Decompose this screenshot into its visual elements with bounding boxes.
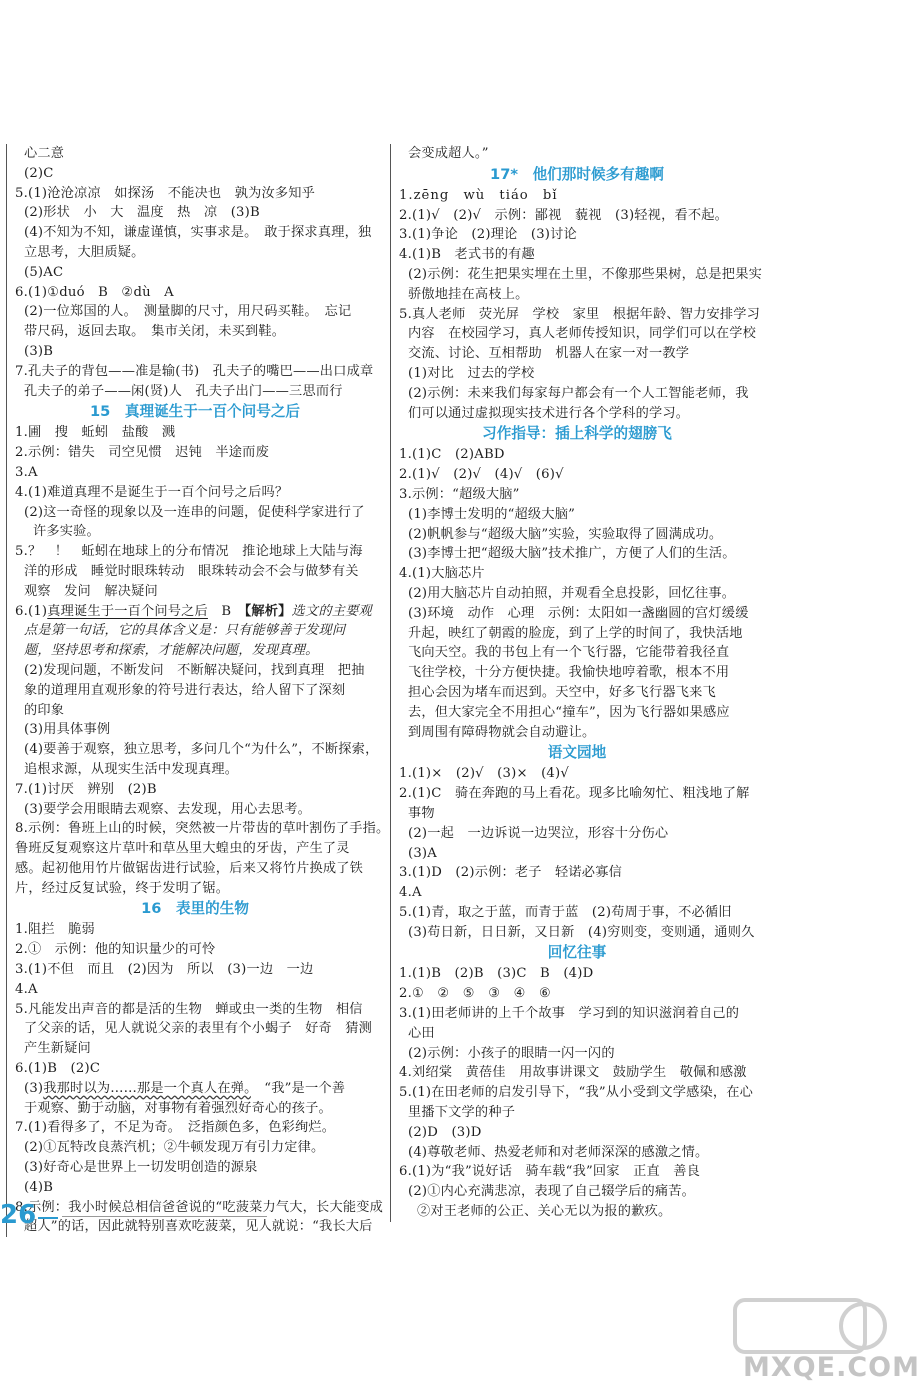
answer-line: 2.① 示例：他的知识量少的可怜 — [15, 942, 216, 958]
answer-line: 鲁班反复观察这片草叶和草丛里大蝗虫的牙齿，产生了灵 — [15, 841, 350, 857]
page-number-dash — [38, 1217, 58, 1219]
answer-line: 5.？ ！ 蚯蚓在地球上的分布情况 推论地球上大陆与海 — [15, 544, 363, 560]
answer-line: 交流、讨论、互相帮助 机器人在家一对一教学 — [408, 346, 690, 362]
answer-line-6-3 — [7, 1079, 383, 1099]
footer-divider — [62, 1216, 267, 1217]
answer-line: 3.示例：“超级大脑” — [399, 486, 520, 502]
answer-line: (2)C — [24, 165, 54, 181]
answer-line: 飞往学校，十分方便快捷。我愉快地哼着歌，根本不用 — [408, 665, 730, 681]
answer-line: 片，经过反复试验，终于发明了锯。 — [15, 880, 230, 896]
answer-line: 4.(1)B 老式书的有趣 — [399, 247, 535, 263]
answer-line: 5.(1)青，取之于蓝，而青于蓝 (2)苟周于事，不必循旧 — [399, 904, 732, 920]
answer-line: (2)①内心充满悲凉，表现了自己辍学后的痛苦。 — [408, 1184, 696, 1200]
answer-line: 到周围有障碍物就会自动避让。 — [408, 724, 596, 740]
answer-line: 7.(1)讨厌 辨别 (2)B — [15, 781, 157, 797]
answer-line: 3.A — [15, 464, 38, 480]
answer-line: 1.(1)B (2)B (3)C B (4)D — [399, 966, 594, 982]
answer-line: 超人”的话，因此就特别喜欢吃菠菜，见人就说：“我长大后 — [24, 1219, 373, 1235]
wavy-underlined-answer: 我那时以为……那是一个真人在弹。 — [43, 1080, 251, 1096]
answer-line: 追根求源，从现实生活中发现真理。 — [24, 761, 239, 777]
item-number: 6.(1) — [15, 603, 48, 619]
answer-text: “我”是一个善 — [264, 1080, 346, 1096]
answer-line: (3)环境 动作 心理 示例：太阳如一盏幽圆的宫灯缓缓 — [408, 605, 749, 621]
answer-line: 3.(1)争论 (2)理论 (3)讨论 — [399, 227, 577, 243]
answer-line: 8.示例：鲁班上山的时候，突然被一片带齿的草叶割伤了手指。 — [15, 821, 390, 837]
answer-line: 立思考，大胆质疑。 — [24, 244, 145, 260]
answer-line: (2)示例：小孩子的眼睛一闪一闪的 — [408, 1045, 615, 1061]
answer-line: (2)D (3)D — [408, 1124, 482, 1140]
answer-line: (3)用具体事例 — [24, 722, 111, 738]
answer-line: (4)尊敬老师、热爱老师和对老师深深的感激之情。 — [408, 1144, 709, 1160]
answer-line: (2)这一奇怪的现象以及一连串的问题，促使科学家进行了 — [24, 504, 365, 520]
answer-line: 题，坚持思考和探索，才能解决问题，发现真理。 — [24, 643, 319, 659]
answer-line: (2)一位郑国的人。 测量脚的尺寸，用尺码买鞋。 忘记 — [24, 304, 352, 320]
answer-line: (2)示例：未来我们每家每户都会有一个人工智能老师，我 — [408, 385, 749, 401]
underlined-answer: 真理诞生于一百个问号之后 — [47, 603, 208, 619]
answer-line: 7.(1)看得多了，不足为奇。 泛指颜色多，色彩绚烂。 — [15, 1120, 336, 1136]
answer-line: 3.(1)D (2)示例：老子 轻诺必寡信 — [399, 865, 622, 881]
answer-line: (2)帆帆参与“超级大脑”实验，实验取得了圆满成功。 — [408, 526, 723, 542]
item-number: (3) — [24, 1080, 44, 1096]
answer-line: 4.(1)大脑芯片 — [399, 566, 485, 582]
answer-line: 5.凡能发出声音的都是活的生物 蝉或虫一类的生物 相信 — [15, 1001, 363, 1017]
answer-line: 1.阻拦 脆弱 — [15, 922, 95, 938]
answer-line: 担心会因为堵车而迟到。天空中，好多飞行器飞来飞 — [408, 684, 716, 700]
answer-line: 带尺码，返回去取。 集市关闭，未买到鞋。 — [24, 324, 286, 340]
answer-line: 4.(1)难道真理不是诞生于一百个问号之后吗？ — [15, 484, 289, 500]
answer-line: (2)发现问题，不断发问 不断解决疑问，找到真理 把抽 — [24, 662, 365, 678]
answer-line: 事物 — [408, 805, 435, 821]
answer-line: 4.刘绍棠 黄蓓佳 用故事讲课文 鼓励学生 敬佩和感激 — [399, 1065, 747, 1081]
answer-line: (3)B — [24, 343, 54, 359]
answer-line: 4.A — [399, 885, 422, 901]
answer-line: 骄傲地挂在高枝上。 — [408, 286, 529, 302]
answer-line: (1)李博士发明的“超级大脑” — [408, 506, 576, 522]
answer-line: 5.(1)在田老师的启发引导下，“我”从小受到文学感染，在心 — [399, 1085, 754, 1101]
answer-line: 飞向天空。我的书包上有一个飞行器，它能带着我径直 — [408, 645, 730, 661]
answer-line: 3.(1)不但 而且 (2)因为 所以 (3)一边 一边 — [15, 962, 314, 978]
answer-line: 7.孔夫子的背包——准是输(书) 孔夫子的嘴巴——出口成章 — [15, 363, 374, 379]
answer-line: 点是第一句话，它的具体含义是：只有能够善于发现问 — [24, 623, 346, 639]
answer-line: 8.示例：我小时候总相信爸爸说的“吃菠菜力气大，长大能变成 — [15, 1199, 383, 1215]
answer-line: (4)B — [24, 1179, 54, 1195]
answer-line: 6.(1)①duó B ②dù A — [15, 284, 174, 300]
answer-line: (3)苟日新，日日新，又日新 (4)穷则变，变则通，通则久 — [408, 924, 755, 940]
answer-line: (2)示例：花生把果实埋在土里，不像那些果树，总是把果实 — [408, 266, 762, 282]
answer-line: ②对王老师的公正、关心无以为报的歉疚。 — [417, 1204, 672, 1220]
answer-line: 1.圃 搜 蚯蚓 盐酸 溅 — [15, 425, 176, 441]
analysis-label: 【解析】 — [244, 603, 292, 619]
answer-line: (4)要善于观察，独立思考，多问几个“为什么”，不断探索， — [24, 742, 379, 758]
section-heading: 语文园地 — [547, 744, 607, 762]
answer-line: (3)要学会用眼睛去观察、去发现，用心去思考。 — [24, 801, 312, 817]
answer-line: (2)①瓦特改良蒸汽机；②牛顿发现万有引力定律。 — [24, 1140, 325, 1156]
answer-line: 5.(1)沧沧凉凉 如探汤 不能决也 孰为汝多知乎 — [15, 185, 316, 201]
answer-line: 感。起初他用竹片做锯齿进行试验，后来又将竹片换成了铁 — [15, 860, 364, 876]
answer-line: 象的道理用直观形象的符号进行表达，给人留下了深刻 — [24, 682, 346, 698]
answer-line: 心二意 — [24, 146, 65, 161]
answer-line: 2.(1)C 骑在奔跑的马上看花。现多比喻匆忙、粗浅地了解 — [399, 786, 750, 802]
section-heading: 习作指导：插上科学的翅膀飞 — [482, 425, 672, 443]
answer-line: (5)AC — [24, 264, 64, 280]
answer-line: 2.① ② ⑤ ③ ④ ⑥ — [399, 986, 552, 1002]
answer-line: 1.(1)× (2)√ (3)× (4)√ — [399, 766, 569, 782]
answer-line: 产生新疑问 — [24, 1041, 91, 1057]
right-column — [390, 144, 763, 1222]
section-heading: 16 表里的生物 — [141, 900, 249, 918]
answer-line: (1)对比 过去的学校 — [408, 365, 535, 381]
answer-line: (3)好奇心是世界上一切发明创造的源泉 — [24, 1160, 258, 1176]
analysis-text: 选文的主要观 — [291, 603, 372, 619]
watermark-text: MXQE.COM — [743, 1352, 920, 1383]
answer-line: 内容 在校园学习，真人老师传授知识，同学们可以在学校 — [408, 326, 757, 342]
answer-line: 3.(1)田老师讲的上千个故事 学习到的知识滋润着自己的 — [399, 1006, 740, 1022]
section-heading: 回忆往事 — [547, 944, 607, 962]
answer-line: 了父亲的话，见人就说父亲的表里有个小蝎子 好奇 猜测 — [24, 1021, 373, 1037]
answer-line: 于观察、勤于动脑，对事物有着强烈好奇心的孩子。 — [24, 1100, 332, 1116]
choice: B — [221, 603, 245, 619]
answer-line: 孔夫子的弟子——闲(贤)人 孔夫子出门——三思而行 — [24, 383, 343, 399]
answer-line: (2)形状 小 大 温度 热 凉 (3)B — [24, 205, 260, 221]
answer-line: 许多实验。 — [33, 524, 100, 540]
answer-line: 洋的形成 睡觉时眼珠转动 眼珠转动会不会与做梦有关 — [24, 563, 359, 579]
answer-line: 升起，映红了朝霞的脸庞，到了上学的时间了，我快活地 — [408, 625, 743, 641]
answer-line: 2.(1)√ (2)√ (4)√ (6)√ — [399, 467, 564, 483]
section-heading: 15 真理诞生于一百个问号之后 — [89, 403, 301, 421]
answer-line: 6.(1)为“我”说好话 骑车载“我”回家 正直 善良 — [399, 1164, 701, 1180]
answer-line: 观察 发问 解决疑问 — [24, 583, 158, 599]
answer-line: 会变成超人。” — [408, 146, 489, 161]
left-column — [6, 144, 390, 1237]
page-number: 26 — [0, 1200, 37, 1230]
answer-line: 的印象 — [24, 702, 65, 718]
answer-line: (4)不知为不知，谦虚谨慎，实事求是。 敢于探求真理，独 — [24, 225, 372, 241]
answer-line: (3)A — [408, 845, 438, 861]
answer-line: (2)用大脑芯片自动拍照，并观看全息投影，回忆往事。 — [408, 585, 736, 601]
answer-line: 里播下文学的种子 — [408, 1105, 516, 1121]
answer-line: 5.真人老师 荧光屏 学校 家里 根据年龄、智力安排学习 — [399, 306, 761, 322]
answer-line: 去，但大家完全不用担心“撞车”，因为飞行器如果感应 — [408, 704, 730, 720]
section-heading: 17* 他们那时候多有趣啊 — [490, 165, 664, 183]
answer-line-6-1 — [7, 602, 383, 622]
answer-line: 心田 — [408, 1025, 435, 1041]
answer-line: 1.zēng wù tiáo bǐ — [399, 187, 558, 203]
answer-line: 4.A — [15, 981, 38, 997]
answer-line: 2.(1)√ (2)√ 示例：鄙视 藐视 (3)轻视，看不起。 — [399, 207, 729, 223]
answer-line: 1.(1)C (2)ABD — [399, 447, 505, 463]
answer-line: (3)李博士把“超级大脑”技术推广，方便了人们的生活。 — [408, 546, 736, 562]
answer-line: 们可以通过虚拟现实技术进行各个学科的学习。 — [408, 405, 690, 421]
answer-line: (2)一起 一边诉说一边哭泣，形容十分伤心 — [408, 825, 669, 841]
answer-line: 6.(1)B (2)C — [15, 1061, 101, 1077]
answer-line: 2.示例：错失 司空见惯 迟钝 半途而废 — [15, 445, 269, 461]
